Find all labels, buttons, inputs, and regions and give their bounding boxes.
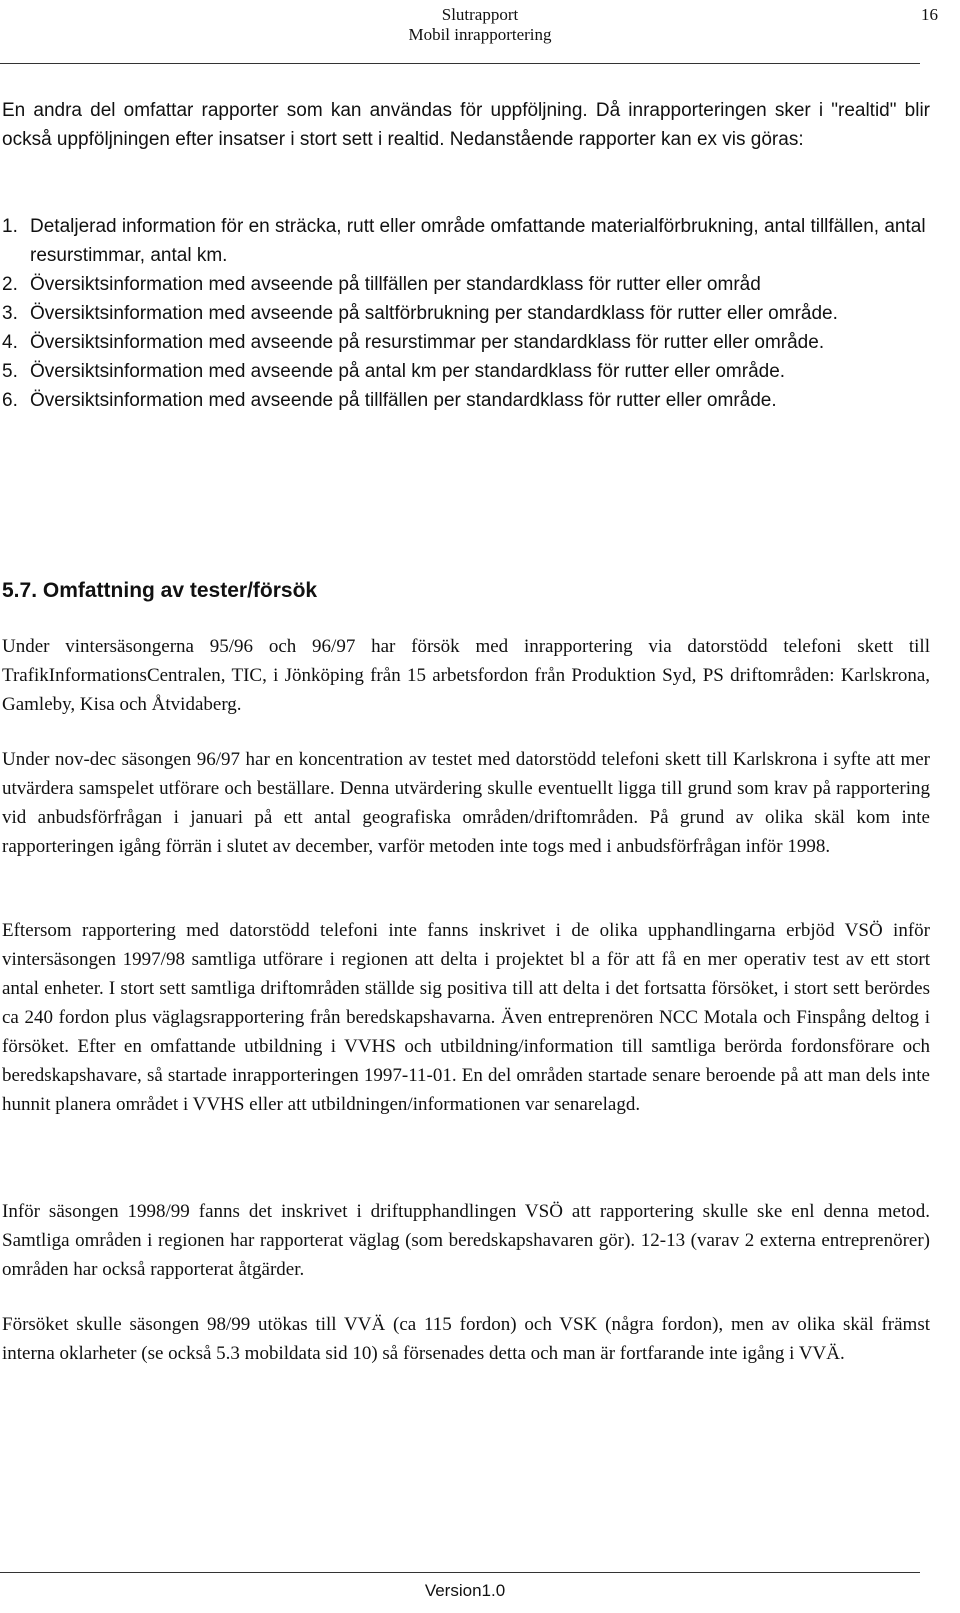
body-paragraph: Försöket skulle säsongen 98/99 utökas till VVÄ (ca 115 fordon) och VSK (några fordon), men av olika skäl främst interna oklarheter (se också 5.3 mobildata sid 10) så försenades detta och man är fortfarande inte igång i VVÄ. [2,1314,930,1364]
header-divider [0,63,920,64]
report-list [2,212,930,415]
list-item-number: 2. [2,274,18,295]
list-item-number: 1. [2,216,18,237]
list-item [2,212,930,270]
list-item-text: Översiktsinformation med avseende på tillfällen per standardklass för rutter eller område. [30,390,777,411]
list-item [2,270,930,299]
list-item [2,299,930,328]
list-item [2,357,930,386]
page-header [0,0,960,62]
list-item-text: Översiktsinformation med avseende på antal km per standardklass för rutter eller område. [30,361,786,382]
footer-divider [0,1572,920,1573]
list-item-number: 3. [2,303,18,324]
header-subtitle: Mobil inrapportering [408,25,552,44]
intro-paragraph: En andra del omfattar rapporter som kan användas för uppföljning. Då inrapporteringen sker i "realtid" blir också uppföljningen efter insatser i stort sett i realtid. Nedanstående rapporter kan ex vis göras: [2,100,930,150]
list-item-text: Översiktsinformation med avseende på resurstimmar per standardklass för rutter eller område. [30,332,825,353]
list-item-text: Översiktsinformation med avseende på saltförbrukning per standardklass för rutter eller område. [30,303,838,324]
body-paragraph: Eftersom rapportering med datorstödd telefoni inte fanns inskrivet i de olika upphandlingarna erbjöd VSÖ inför vintersäsongen 1997/98 samtliga utförare i regionen att delta i projektet bl a för att få en mer operativ test av ett stort antal enheter. I stort sett samtliga driftområden ställde sig positiva till att delta i det fortsatta försöket, i stort sett berördes ca 240 fordon plus väglagsrapportering från beredskapshavarna. Även entreprenören NCC Motala och Finspång deltog i försöket. Efter en omfattande utbildning i VVHS och utbildning/information till samtliga berörda fordonsförare och beredskapshavare, så startade inrapporteringen 1997-11-01. En del områden startade senare beroende på att man dels inte hunnit planera området i VVHS eller att utbildningen/informationen var senarelagd. [2,920,930,1115]
list-item-text: Översiktsinformation med avseende på tillfällen per standardklass för rutter eller områd [30,274,761,295]
list-item [2,328,930,357]
list-item-text: Detaljerad information för en sträcka, rutt eller område omfattande materialförbrukning, antal tillfällen, antal resurstimmar, antal km. [30,216,926,266]
list-item-number: 5. [2,361,18,382]
section-heading: 5.7. Omfattning av tester/försök [2,579,318,602]
body-paragraph: Under nov-dec säsongen 96/97 har en koncentration av testet med datorstödd telefoni skett till Karlskrona i syfte att mer utvärdera samspelet utförare och beställare. Denna utvärdering skulle eventuellt ligga till grund som krav på rapportering vid anbudsförfrågan i januari på ett antal geografiska områden/driftområden. På grund av olika skäl kom inte rapporteringen igång förrän i slutet av december, varför metoden inte togs med i anbudsförfrågan inför 1998. [2,749,930,857]
list-item [2,386,930,415]
list-item-number: 4. [2,332,18,353]
list-item-number: 6. [2,390,18,411]
body-paragraph: Under vintersäsongerna 95/96 och 96/97 har försök med inrapportering via datorstödd telefoni skett till TrafikInformationsCentralen, TIC, i Jönköping från 15 arbetsfordon från Produktion Syd, PS driftområden: Karlskrona, Gamleby, Kisa och Åtvidaberg. [2,636,930,715]
footer-version: Version1.0 [424,1581,506,1600]
header-title: Slutrapport [441,5,519,24]
page-number: 16 [921,5,938,24]
body-paragraph: Inför säsongen 1998/99 fanns det inskrivet i driftupphandlingen VSÖ att rapportering skulle ske enl denna metod. Samtliga områden i regionen har rapporterat väglag (som beredskapshavaren gör). 12-13 (varav 2 externa entreprenörer) områden har också rapporterat åtgärder. [2,1201,930,1280]
